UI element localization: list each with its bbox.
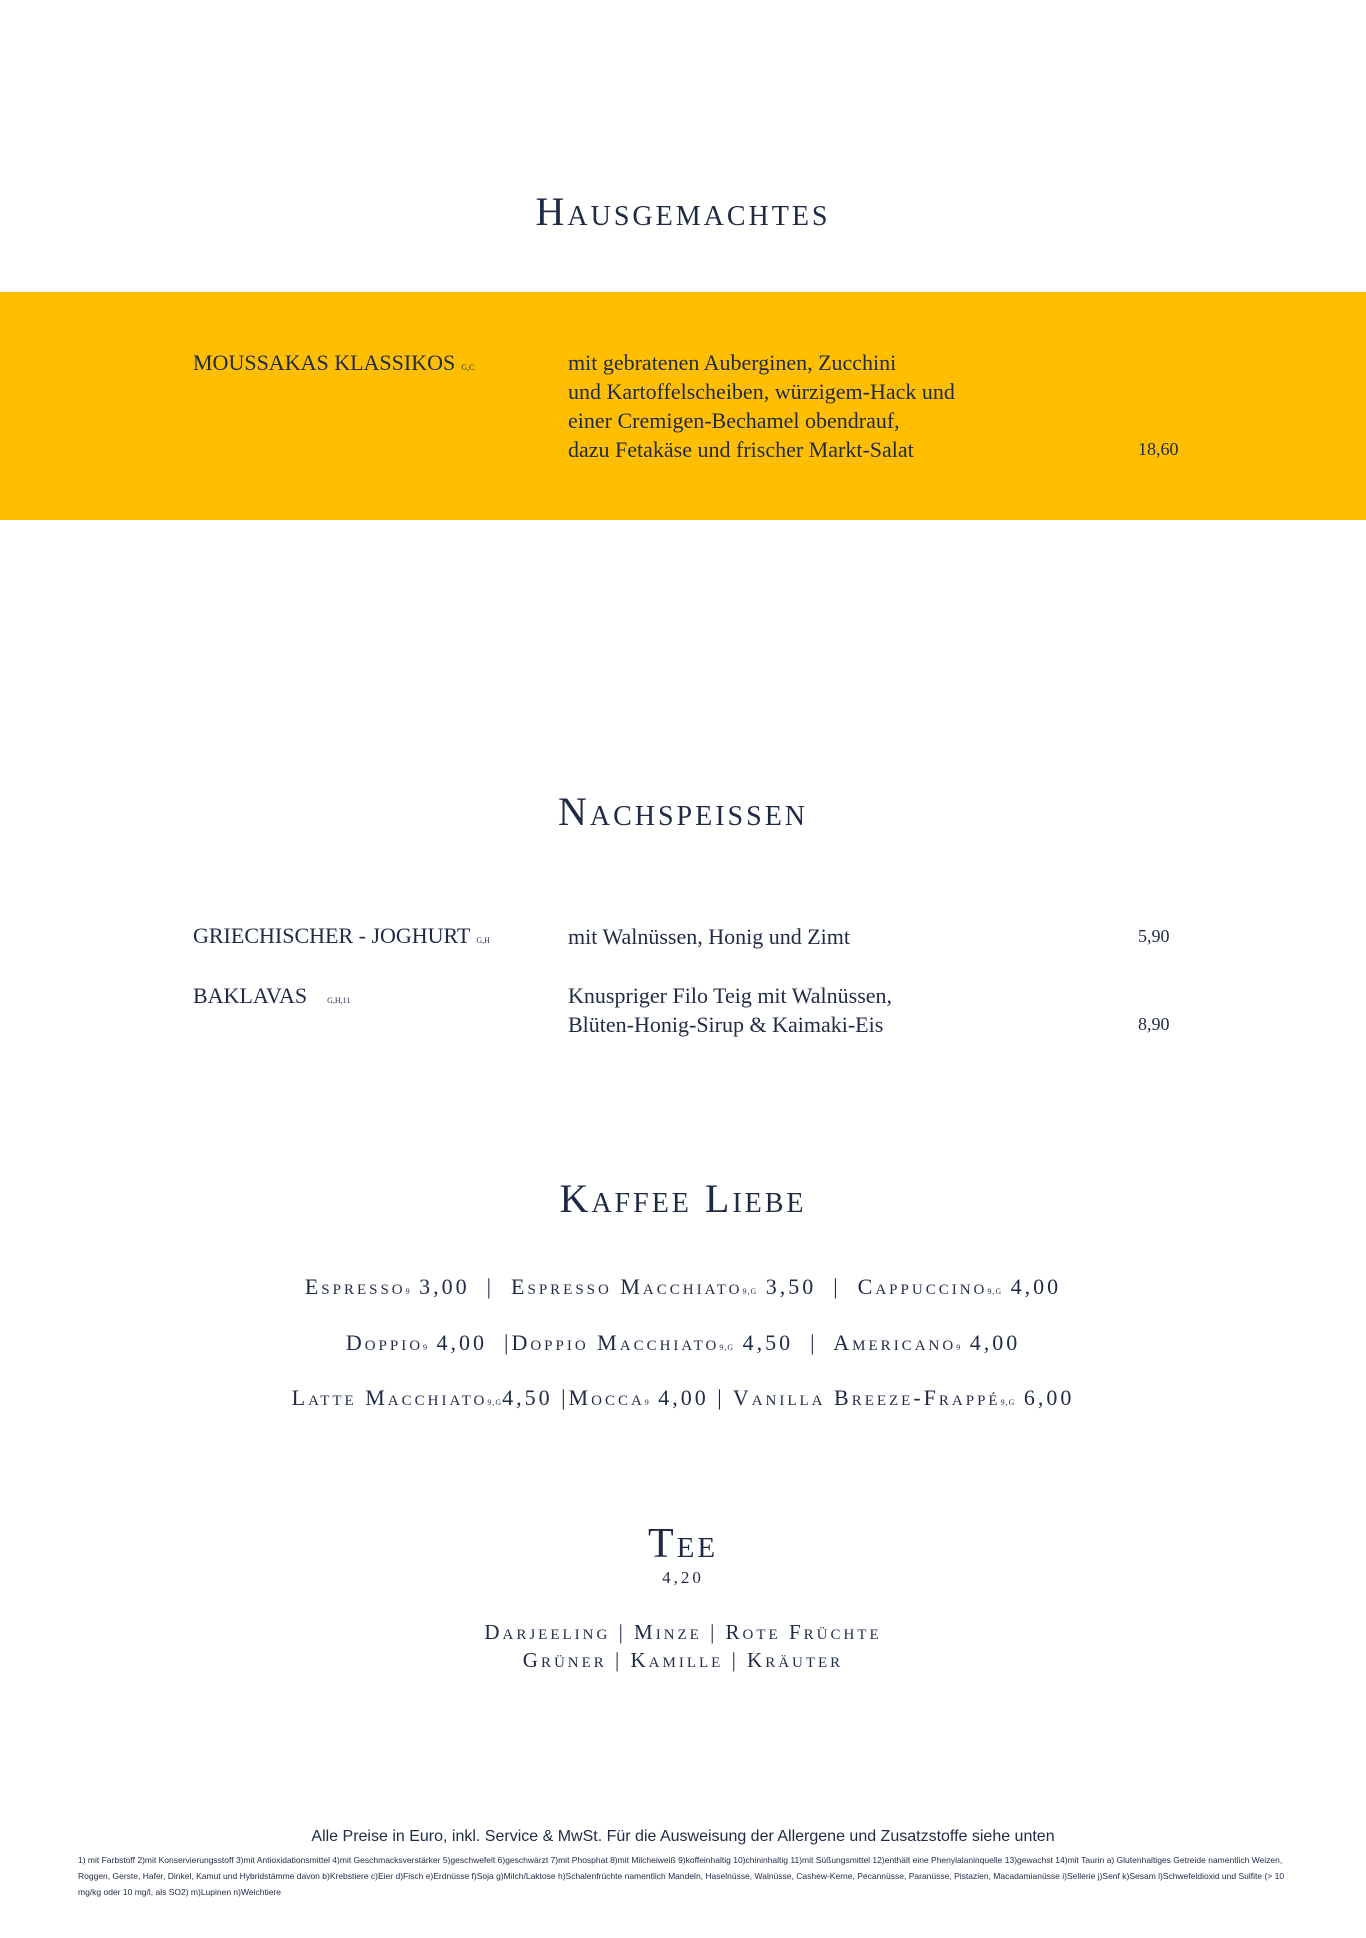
coffee-item-name: Doppio: [345, 1330, 424, 1355]
coffee-item-price: 4,00: [658, 1385, 709, 1410]
desc-line: einer Cremigen-Bechamel obendrauf,: [568, 408, 900, 433]
dish-description-joghurt: [568, 922, 850, 951]
footer-note: Alle Preise in Euro, inkl. Service & MwSt. Für die Ausweisung der Allergene und Zusatzstoffe siehe unten: [311, 1828, 1055, 1845]
desc-line: und Kartoffelscheiben, würzigem-Hack und: [568, 379, 955, 404]
coffee-item-name: Doppio Macchiato: [511, 1330, 720, 1355]
coffee-item-codes: 9: [405, 1287, 411, 1296]
desc-line: mit Walnüssen, Honig und Zimt: [568, 924, 850, 949]
price-moussakas: 18,60: [1138, 439, 1179, 459]
desc-line: mit gebratenen Auberginen, Zucchini: [568, 350, 897, 375]
coffee-item-codes: 9,G: [987, 1287, 1003, 1296]
coffee-item-price: 4,50: [502, 1385, 553, 1410]
coffee-item-name: Mocca: [568, 1385, 645, 1410]
footer-allergen-legend: 1) mit Farbstoff 2)mit Konservierungsstoff 3)mit Antioxidationsmittel 4)mit Geschmacksverstärker 5)geschwefelt 6)geschwärzt 7)mit Phosphat 8)mit Milcheiweiß 9)koffeinhaltig 10)chininhaltig 11)mit Süßungsmittel 12)enthält eine Phenylalaninquelle 13)gewachst 14)mit Taurin a) Glutenhaltiges Getreide namentlich Weizen, Roggen, Gerste, Hafer, Dinkel, Kamut und Hybridstämme davon b)Krebstiere c)Eier d)Fisch e)Erdnüsse f)Soja g)Milch/Laktose h)Schalenfrüchte namentlich Mandeln, Haselnüsse, Walnüsse, Cashew-Kerne, Pecannüsse, Paranüsse, Pistazien, Macadamianüsse i)Sellerie j)Senf k)Sesam l)Schwefeldioxid und Sulfite (> 10 mg/kg oder 10 mg/l, als SO2) m)Lupinen n)Weichtiere: [78, 1855, 1285, 1897]
dish-name-moussakas: [193, 350, 474, 376]
coffee-item-codes: 9: [423, 1343, 429, 1352]
coffee-item-name: Espresso: [304, 1274, 406, 1299]
coffee-line-1: Espresso9 3,00 | Espresso Macchiato9,G 3,50 | Cappuccino9,G 4,00: [304, 1274, 1062, 1299]
section-title-kaffee: Kaffee Liebe: [559, 1176, 807, 1221]
coffee-item-codes: 9,G: [1000, 1398, 1016, 1407]
coffee-item-price: 6,00: [1023, 1385, 1075, 1410]
allergen-codes: G,C: [461, 363, 475, 372]
coffee-item-name: Cappuccino: [857, 1274, 988, 1299]
coffee-item-codes: 9: [644, 1398, 650, 1407]
coffee-item-price: 4,00: [969, 1330, 1021, 1355]
desc-line: dazu Fetakäse und frischer Markt-Salat: [568, 437, 914, 462]
dish-name-baklavas: [193, 983, 350, 1009]
dish-name-joghurt: [193, 923, 490, 949]
price-joghurt: 5,90: [1138, 926, 1170, 946]
coffee-item-name: Latte Macchiato: [291, 1385, 488, 1410]
coffee-item-name: Americano: [833, 1330, 957, 1355]
desc-line: Knuspriger Filo Teig mit Walnüssen,: [568, 983, 893, 1008]
tee-line-1: Darjeeling | Minze | Rote Früchte: [484, 1620, 882, 1644]
dish-description-baklavas: [568, 981, 892, 1039]
coffee-item-price: 3,00: [419, 1274, 470, 1299]
allergen-codes: G,H,11: [327, 996, 351, 1005]
coffee-item-codes: 9: [956, 1343, 962, 1352]
tee-line-2: Grüner | Kamille | Kräuter: [522, 1648, 844, 1672]
coffee-item-price: 4,00: [436, 1330, 488, 1355]
dish-name-text: MOUSSAKAS KLASSIKOS: [193, 350, 456, 375]
coffee-item-codes: 9,G: [719, 1343, 735, 1352]
coffee-item-codes: 9,G: [487, 1398, 503, 1407]
dish-name-text: BAKLAVAS: [193, 983, 308, 1008]
coffee-item-price: 4,50: [742, 1330, 794, 1355]
section-title-hausgemachtes: Hausgemachtes: [535, 189, 831, 234]
coffee-item-price: 4,00: [1010, 1274, 1062, 1299]
coffee-line-3: Latte Macchiato9,G4,50 |Mocca9 4,00 | Vanilla Breeze-Frappé9,G 6,00: [291, 1385, 1075, 1410]
coffee-item-name: Espresso Macchiato: [511, 1274, 743, 1299]
coffee-item-price: 3,50: [765, 1274, 817, 1299]
dish-name-text: GRIECHISCHER - JOGHURT: [193, 923, 471, 948]
allergen-codes: G,H: [476, 936, 490, 945]
section-title-tee: Tee: [647, 1521, 719, 1567]
coffee-item-name: Vanilla Breeze-Frappé: [732, 1385, 1001, 1410]
desc-line: Blüten-Honig-Sirup & Kaimaki-Eis: [568, 1012, 884, 1037]
coffee-item-codes: 9,G: [742, 1287, 758, 1296]
section-title-nachspeissen: Nachspeissen: [557, 789, 809, 834]
coffee-line-2: Doppio9 4,00 |Doppio Macchiato9,G 4,50 | Americano9 4,00: [345, 1330, 1021, 1355]
tee-price: 4,20: [662, 1568, 704, 1587]
dish-description-moussakas: [568, 348, 955, 464]
price-baklavas: 8,90: [1138, 1014, 1170, 1034]
